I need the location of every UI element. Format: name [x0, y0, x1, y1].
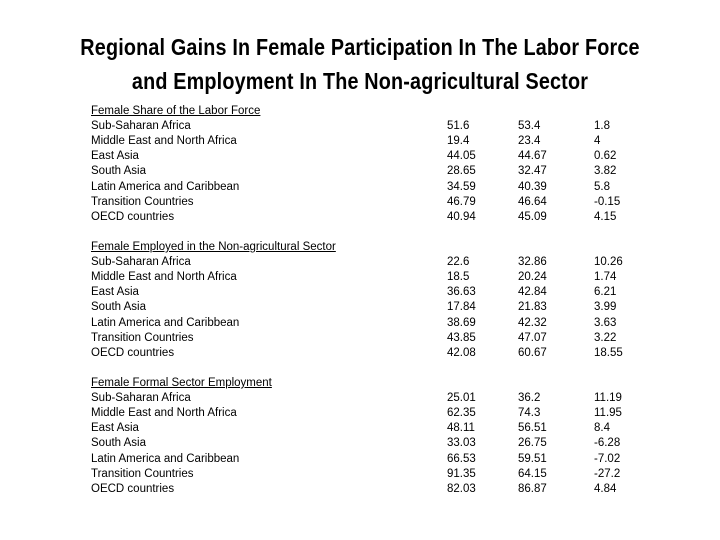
value-col-3: 18.55	[594, 346, 623, 359]
region-name: Latin America and Caribbean	[91, 180, 240, 193]
value-col-2: 20.24	[518, 271, 547, 284]
region-name: South Asia	[91, 301, 146, 314]
value-col-3: 3.82	[594, 165, 617, 178]
value-col-3: -0.15	[594, 195, 621, 208]
table-row	[91, 164, 651, 179]
value-col-3: 4.84	[594, 482, 617, 495]
section-header: Female Share of the Labor Force	[91, 105, 261, 117]
table-row	[91, 285, 651, 300]
value-col-1: 91.35	[447, 467, 476, 480]
value-col-3: 3.99	[594, 301, 617, 314]
value-col-3: -6.28	[594, 437, 621, 450]
region-name: Latin America and Caribbean	[91, 452, 240, 465]
table-section	[91, 240, 651, 361]
table-section	[91, 376, 651, 497]
value-col-1: 48.11	[447, 422, 475, 435]
region-name: Sub-Saharan Africa	[91, 120, 191, 132]
value-col-2: 32.47	[518, 165, 547, 178]
value-col-1: 82.03	[447, 482, 476, 495]
table-row	[91, 331, 651, 346]
value-col-1: 25.01	[447, 391, 476, 404]
value-col-1: 66.53	[447, 452, 476, 465]
value-col-2: 42.32	[518, 316, 547, 329]
region-name: South Asia	[91, 437, 146, 450]
table-row	[91, 255, 651, 270]
table-row	[91, 180, 651, 195]
table-row	[91, 149, 651, 164]
region-name: Middle East and North Africa	[91, 135, 237, 148]
value-col-2: 23.4	[518, 135, 541, 148]
value-col-2: 86.87	[518, 482, 547, 495]
value-col-3: 1.74	[594, 271, 617, 284]
region-name: OECD countries	[91, 210, 175, 223]
value-col-1: 46.79	[447, 195, 476, 208]
table-row	[91, 316, 651, 331]
value-col-3: -27.2	[594, 467, 621, 480]
table-row	[91, 300, 651, 315]
value-col-3: 4.15	[594, 210, 617, 223]
table-row	[91, 119, 651, 134]
region-name: East Asia	[91, 422, 139, 435]
value-col-2: 47.07	[518, 331, 547, 344]
value-col-1: 62.35	[447, 407, 476, 420]
value-col-2: 64.15	[518, 467, 547, 480]
value-col-1: 44.05	[447, 150, 476, 163]
table-row	[91, 391, 651, 406]
value-col-2: 74.3	[518, 407, 541, 420]
value-col-3: 3.63	[594, 316, 617, 329]
value-col-3: 10.26	[594, 255, 623, 268]
value-col-3: -7.02	[594, 452, 621, 465]
table-row	[91, 346, 651, 361]
value-col-2: 56.51	[518, 422, 547, 435]
value-col-2: 36.2	[518, 391, 541, 404]
region-name: Sub-Saharan Africa	[91, 255, 191, 268]
section-header: Female Employed in the Non-agricultural Sector	[91, 240, 336, 253]
value-col-2: 26.75	[518, 437, 547, 450]
region-name: Transition Countries	[91, 195, 194, 208]
value-col-1: 33.03	[447, 437, 476, 450]
value-col-3: 8.4	[594, 422, 610, 435]
value-col-3: 1.8	[594, 120, 610, 132]
value-col-1: 17.84	[447, 301, 476, 314]
value-col-3: 11.95	[594, 407, 622, 420]
value-col-1: 42.08	[447, 346, 476, 359]
slide-title-line-1: Regional Gains In Female Participation In The Labor Force	[80, 34, 640, 60]
region-name: OECD countries	[91, 346, 175, 359]
table-row	[91, 482, 651, 497]
value-col-3: 0.62	[594, 150, 617, 163]
value-col-1: 18.5	[447, 271, 470, 284]
value-col-1: 19.4	[447, 135, 470, 148]
region-name: East Asia	[91, 150, 139, 163]
value-col-3: 11.19	[594, 391, 622, 404]
value-col-3: 5.8	[594, 180, 610, 193]
region-name: East Asia	[91, 286, 139, 299]
section-header: Female Formal Sector Employment	[91, 376, 272, 389]
table-section	[91, 104, 651, 225]
region-name: Transition Countries	[91, 467, 194, 480]
value-col-1: 51.6	[447, 120, 470, 132]
value-col-2: 21.83	[518, 301, 547, 314]
table-row	[91, 467, 651, 482]
value-col-1: 38.69	[447, 316, 476, 329]
region-name: Middle East and North Africa	[91, 271, 237, 284]
table-row	[91, 406, 651, 421]
region-name: Middle East and North Africa	[91, 407, 237, 420]
table-row	[91, 134, 651, 149]
value-col-1: 34.59	[447, 180, 476, 193]
value-col-2: 53.4	[518, 120, 541, 132]
table-row	[91, 436, 651, 451]
value-col-1: 40.94	[447, 210, 476, 223]
value-col-1: 28.65	[447, 165, 476, 178]
slide-title-line-2: and Employment In The Non-agricultural Sector	[131, 68, 589, 94]
value-col-2: 46.64	[518, 195, 547, 208]
value-col-2: 59.51	[518, 452, 547, 465]
value-col-1: 36.63	[447, 286, 476, 299]
region-name: South Asia	[91, 165, 146, 178]
value-col-3: 3.22	[594, 331, 617, 344]
value-col-2: 32.86	[518, 255, 547, 268]
table-row	[91, 421, 651, 436]
value-col-3: 4	[594, 135, 601, 148]
table-row	[91, 270, 651, 285]
value-col-1: 43.85	[447, 331, 476, 344]
slide-title	[50, 30, 669, 98]
region-name: Sub-Saharan Africa	[91, 391, 191, 404]
region-name: Transition Countries	[91, 331, 194, 344]
value-col-2: 44.67	[518, 150, 547, 163]
table-row	[91, 452, 651, 467]
value-col-2: 42.84	[518, 286, 547, 299]
data-table	[91, 104, 651, 512]
region-name: OECD countries	[91, 482, 175, 495]
value-col-2: 40.39	[518, 180, 547, 193]
value-col-3: 6.21	[594, 286, 617, 299]
value-col-2: 45.09	[518, 210, 547, 223]
table-row	[91, 210, 651, 225]
region-name: Latin America and Caribbean	[91, 316, 240, 329]
table-row	[91, 195, 651, 210]
value-col-2: 60.67	[518, 346, 547, 359]
value-col-1: 22.6	[447, 255, 470, 268]
